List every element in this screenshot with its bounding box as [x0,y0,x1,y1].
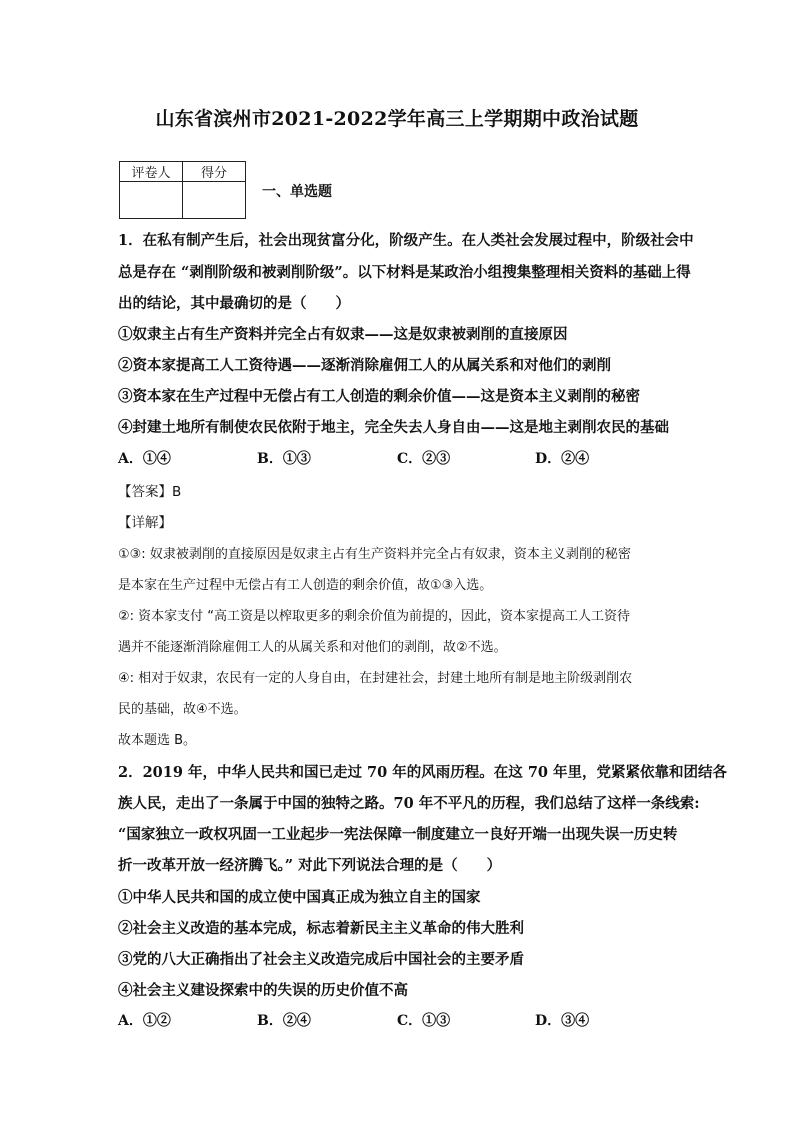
q1-statement-2: ②资本家提高工人工资待遇——逐渐消除雇佣工人的从属关系和对他们的剥削 [118,357,611,374]
q1-explanation-line-7: 故本题选 B。 [118,733,197,748]
section-heading: 一、单选题 [262,184,332,200]
q1-detail-label: 【详解】 [118,515,172,531]
q2-statement-2: ②社会主义改造的基本完成，标志着新民主主义革命的伟大胜利 [118,920,524,937]
q2-statement-4: ④社会主义建设探索中的失误的历史价值不高 [118,982,408,999]
q1-stem-line-2: 总是存在 “剥削阶级和被剥削阶级”。以下材料是某政治小组搜集整理相关资料的基础上得 [118,264,691,281]
q1-statement-1: ①奴隶主占有生产资料并完全占有奴隶——这是奴隶被剥削的直接原因 [118,326,568,343]
q1-explanation-line-2: 是本家在生产过程中无偿占有工人创造的剩余价值，故①③入选。 [118,578,493,593]
q2-statement-3: ③党的八大正确指出了社会主义改造完成后中国社会的主要矛盾 [118,951,524,968]
q1-stem-line-1: 1．在私有制产生后，社会出现贫富分化，阶级产生。在人类社会发展过程中，阶级社会中 [118,232,694,249]
q1-choice-b: B．①③ [257,451,311,467]
q2-statement-1: ①中华人民共和国的成立使中国真正成为独立自主的国家 [118,889,481,906]
q2-choice-d: D．③④ [535,1013,590,1029]
score-header: 得分 [183,162,246,182]
score-cell [183,182,246,219]
q1-explanation-line-5: ④: 相对于奴隶，农民有一定的人身自由，在封建社会，封建土地所有制是地主阶级剥削农 [118,671,633,686]
reviewer-header: 评卷人 [120,162,183,182]
q2-stem-line-2: 族人民，走出了一条属于中国的独特之路。70 年不平凡的历程，我们总结了这样一条线索: [118,795,700,812]
q1-statement-4: ④封建土地所有制使农民依附于地主，完全失去人身自由——这是地主剥削农民的基础 [118,419,669,436]
q2-stem-line-3: “国家独立一政权巩固一工业起步一宪法保障一制度建立一良好开端一出现失误一历史转 [118,826,678,843]
q1-choice-a: A．①④ [118,451,171,467]
q1-explanation-line-4: 遇并不能逐渐消除雇佣工人的从属关系和对他们的剥削，故②不选。 [118,640,507,655]
q2-choice-c: C．①③ [397,1013,451,1029]
q1-choice-c: C．②③ [397,451,451,467]
q1-explanation-line-3: ②: 资本家支付 “高工资是以榨取更多的剩余价值为前提的，因此，资本家提高工人工资待 [118,609,631,624]
document-title: 山东省滨州市2021-2022学年高三上学期期中政治试题 [155,108,639,130]
q2-stem-line-4: 折一改革开放一经济腾飞。” 对此下列说法合理的是（ ） [118,857,502,874]
q1-explanation-line-1: ①③: 奴隶被剥削的直接原因是奴隶主占有生产资料并完全占有奴隶，资本主义剥削的秘密 [118,547,631,562]
q2-choice-b: B．②④ [257,1013,311,1029]
q1-explanation-line-6: 民的基础，故④不选。 [118,702,247,717]
q1-answer: 【答案】B [118,484,182,500]
q2-choice-a: A．①② [118,1013,171,1029]
reviewer-cell [120,182,183,219]
q2-stem-line-1: 2．2019 年，中华人民共和国已走过 70 年的风雨历程。在这 70 年里，党紧紧依靠和团结各 [118,764,728,781]
q1-stem-line-3: 出的结论，其中最确切的是（ ） [118,295,350,312]
score-table [119,161,246,219]
q1-choice-d: D．②④ [535,451,590,467]
q1-statement-3: ③资本家在生产过程中无偿占有工人创造的剩余价值——这是资本主义剥削的秘密 [118,388,640,405]
